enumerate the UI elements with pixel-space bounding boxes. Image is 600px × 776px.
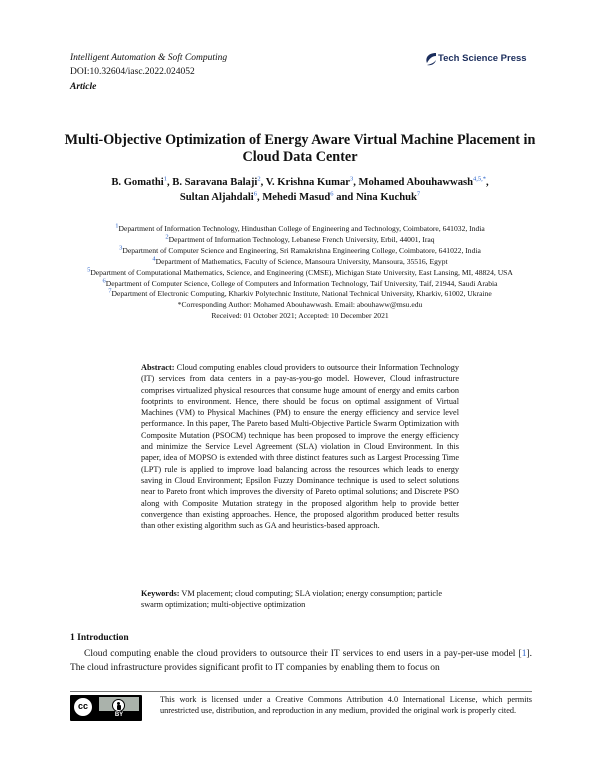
author-affil-sup[interactable]: 4,5,*	[473, 175, 487, 183]
article-type: Article	[70, 82, 97, 92]
author-name: B. Saravana Balaji	[172, 177, 258, 188]
citation-link[interactable]: 1	[521, 649, 527, 659]
keywords-text: VM placement; cloud computing; SLA violation; energy consumption; particle swarm optimization; multi-objective optimization	[141, 589, 443, 610]
publisher-logo[interactable]	[424, 50, 532, 70]
affiliation: $^1$Department of Information Technology, Hindusthan College of Engineering and Technology, Coimbatore, 641032, India	[115, 222, 485, 233]
intro-paragraph: Cloud computing enable the cloud providers to outsource their IT services to end users in a pay-per-use model [1]. The cloud infrastructure provides significant profit to IT companies by enabling them to focus on	[70, 649, 532, 673]
cc-by-license-icon[interactable]	[70, 695, 142, 721]
affiliation-list	[60, 224, 540, 322]
abstract-text: Cloud computing enables cloud providers to outsource their Information Technology (IT) services from data centers in a pay-as-you-go model. However, Cloud infrastructure comprises virtualized physical resources that consume huge amount of energy and emits carbon footprints to environment. Hence, there should be focus on optimal assignment of Virtual Machines (VM) to Physical Machines (PM) to ensure the energy efficiency and service level performance. In this paper, The Pareto based Multi-Objective Particle Swarm Optimization with Composite Mutation (PSOCM) technique has been proposed to improve the energy efficiency and minimize the Service Level Agreement (SLA) violation in Cloud Environment. In this paper, idea of MOPSO is extended with three distinct features such as Largest Processing Time (LPT) rule is applied to improve load balancing across the resources which leads to energy saving in Cloud Environment; Epsilon Fuzzy Dominance technique is used to select solutions near to Pareto front which improves the diversity of Pareto optimal solutions; and Discrete PSO along with Composite Mutation strategy in the proposed algorithm help to provide better convergence than existing approaches. Hence, the proposed algorithm produced better results than other existing algorithm such as GA and heuristics-based approach.	[141, 363, 459, 531]
author-name: Nina Kuchuk	[355, 192, 417, 203]
publisher-name: Tech Science Press	[438, 53, 527, 64]
author-list: B. Gomathi$^1$, B. Saravana Balaji$^2$, V. Krishna Kumar$^3$, Mohamed Abouhawwash$^{4,5,*}$, Sultan Aljahdali$^6$, Mehedi Masud$^6$ and Nina Kuchuk$^7$	[111, 175, 489, 203]
affiliation: $^6$Department of Computer Science, College of Computers and Information Technology, Taif University, Taif, 21944, Saudi Arabia	[102, 277, 498, 288]
author-affil-sup[interactable]: 1	[163, 175, 167, 183]
author-name: V. Krishna Kumar	[265, 177, 350, 188]
abstract	[141, 362, 459, 531]
abstract-label: Abstract:	[141, 363, 175, 372]
affiliation: $^4$Department of Mathematics, Faculty of Science, Mansoura University, Mansoura, 35516, Egypt	[152, 255, 448, 266]
keywords-label: Keywords:	[141, 589, 180, 598]
cc-icon: cc	[73, 697, 93, 717]
corresponding-author: *Corresponding Author: Mohamed Abouhawwash. Email: abouhaww@msu.edu	[177, 300, 423, 310]
by-icon: BY	[99, 697, 139, 719]
author-affil-sup[interactable]: 6	[330, 190, 334, 198]
received-dates: Received: 01 October 2021; Accepted: 10 December 2021	[211, 311, 389, 321]
footer-divider	[70, 691, 532, 692]
paper-title: Multi-Objective Optimization of Energy Aware Virtual Machine Placement in Cloud Data Center	[64, 132, 536, 165]
keywords	[141, 588, 459, 611]
author-name: Mohamed Abouhawwash	[358, 177, 474, 188]
license-text: This work is licensed under a Creative Commons Attribution 4.0 International License, which permits unrestricted use, distribution, and reproduction in any medium, provided the original work is properly cited.	[160, 695, 532, 716]
author-name: Mehedi Masud	[262, 192, 331, 203]
affiliation: $^7$Department of Electronic Computing, Kharkiv Polytechnic Institute, National Technical University, Kharkiv, 61002, Ukraine	[108, 287, 492, 299]
journal-name: Intelligent Automation & Soft Computing	[70, 53, 228, 63]
author-affil-sup[interactable]: 6	[253, 190, 258, 198]
author-name: Sultan Aljahdali	[179, 192, 254, 203]
section-heading: 1 Introduction	[70, 633, 129, 643]
publisher-swoosh-icon	[424, 50, 438, 68]
doi[interactable]: DOI:10.32604/iasc.2022.024052	[70, 67, 195, 77]
author-affil-sup[interactable]: 7	[416, 190, 421, 198]
affiliation: $^2$Department of Information Technology, Lebanese French University, Erbil, 44001, Iraq	[165, 233, 435, 244]
affiliation: $^5$Department of Computational Mathematics, Science, and Engineering (CMSE), Michigan State University, East Lansing, MI, 48824, USA	[87, 266, 513, 277]
author-name: B. Gomathi	[111, 177, 164, 188]
author-affil-sup[interactable]: 3	[349, 175, 354, 183]
affiliation: $^3$Department of Computer Science and Engineering, Sri Ramakrishna Engineering College, Coimbatore, 641022, India	[119, 244, 481, 255]
author-affil-sup[interactable]: 2	[257, 175, 261, 183]
